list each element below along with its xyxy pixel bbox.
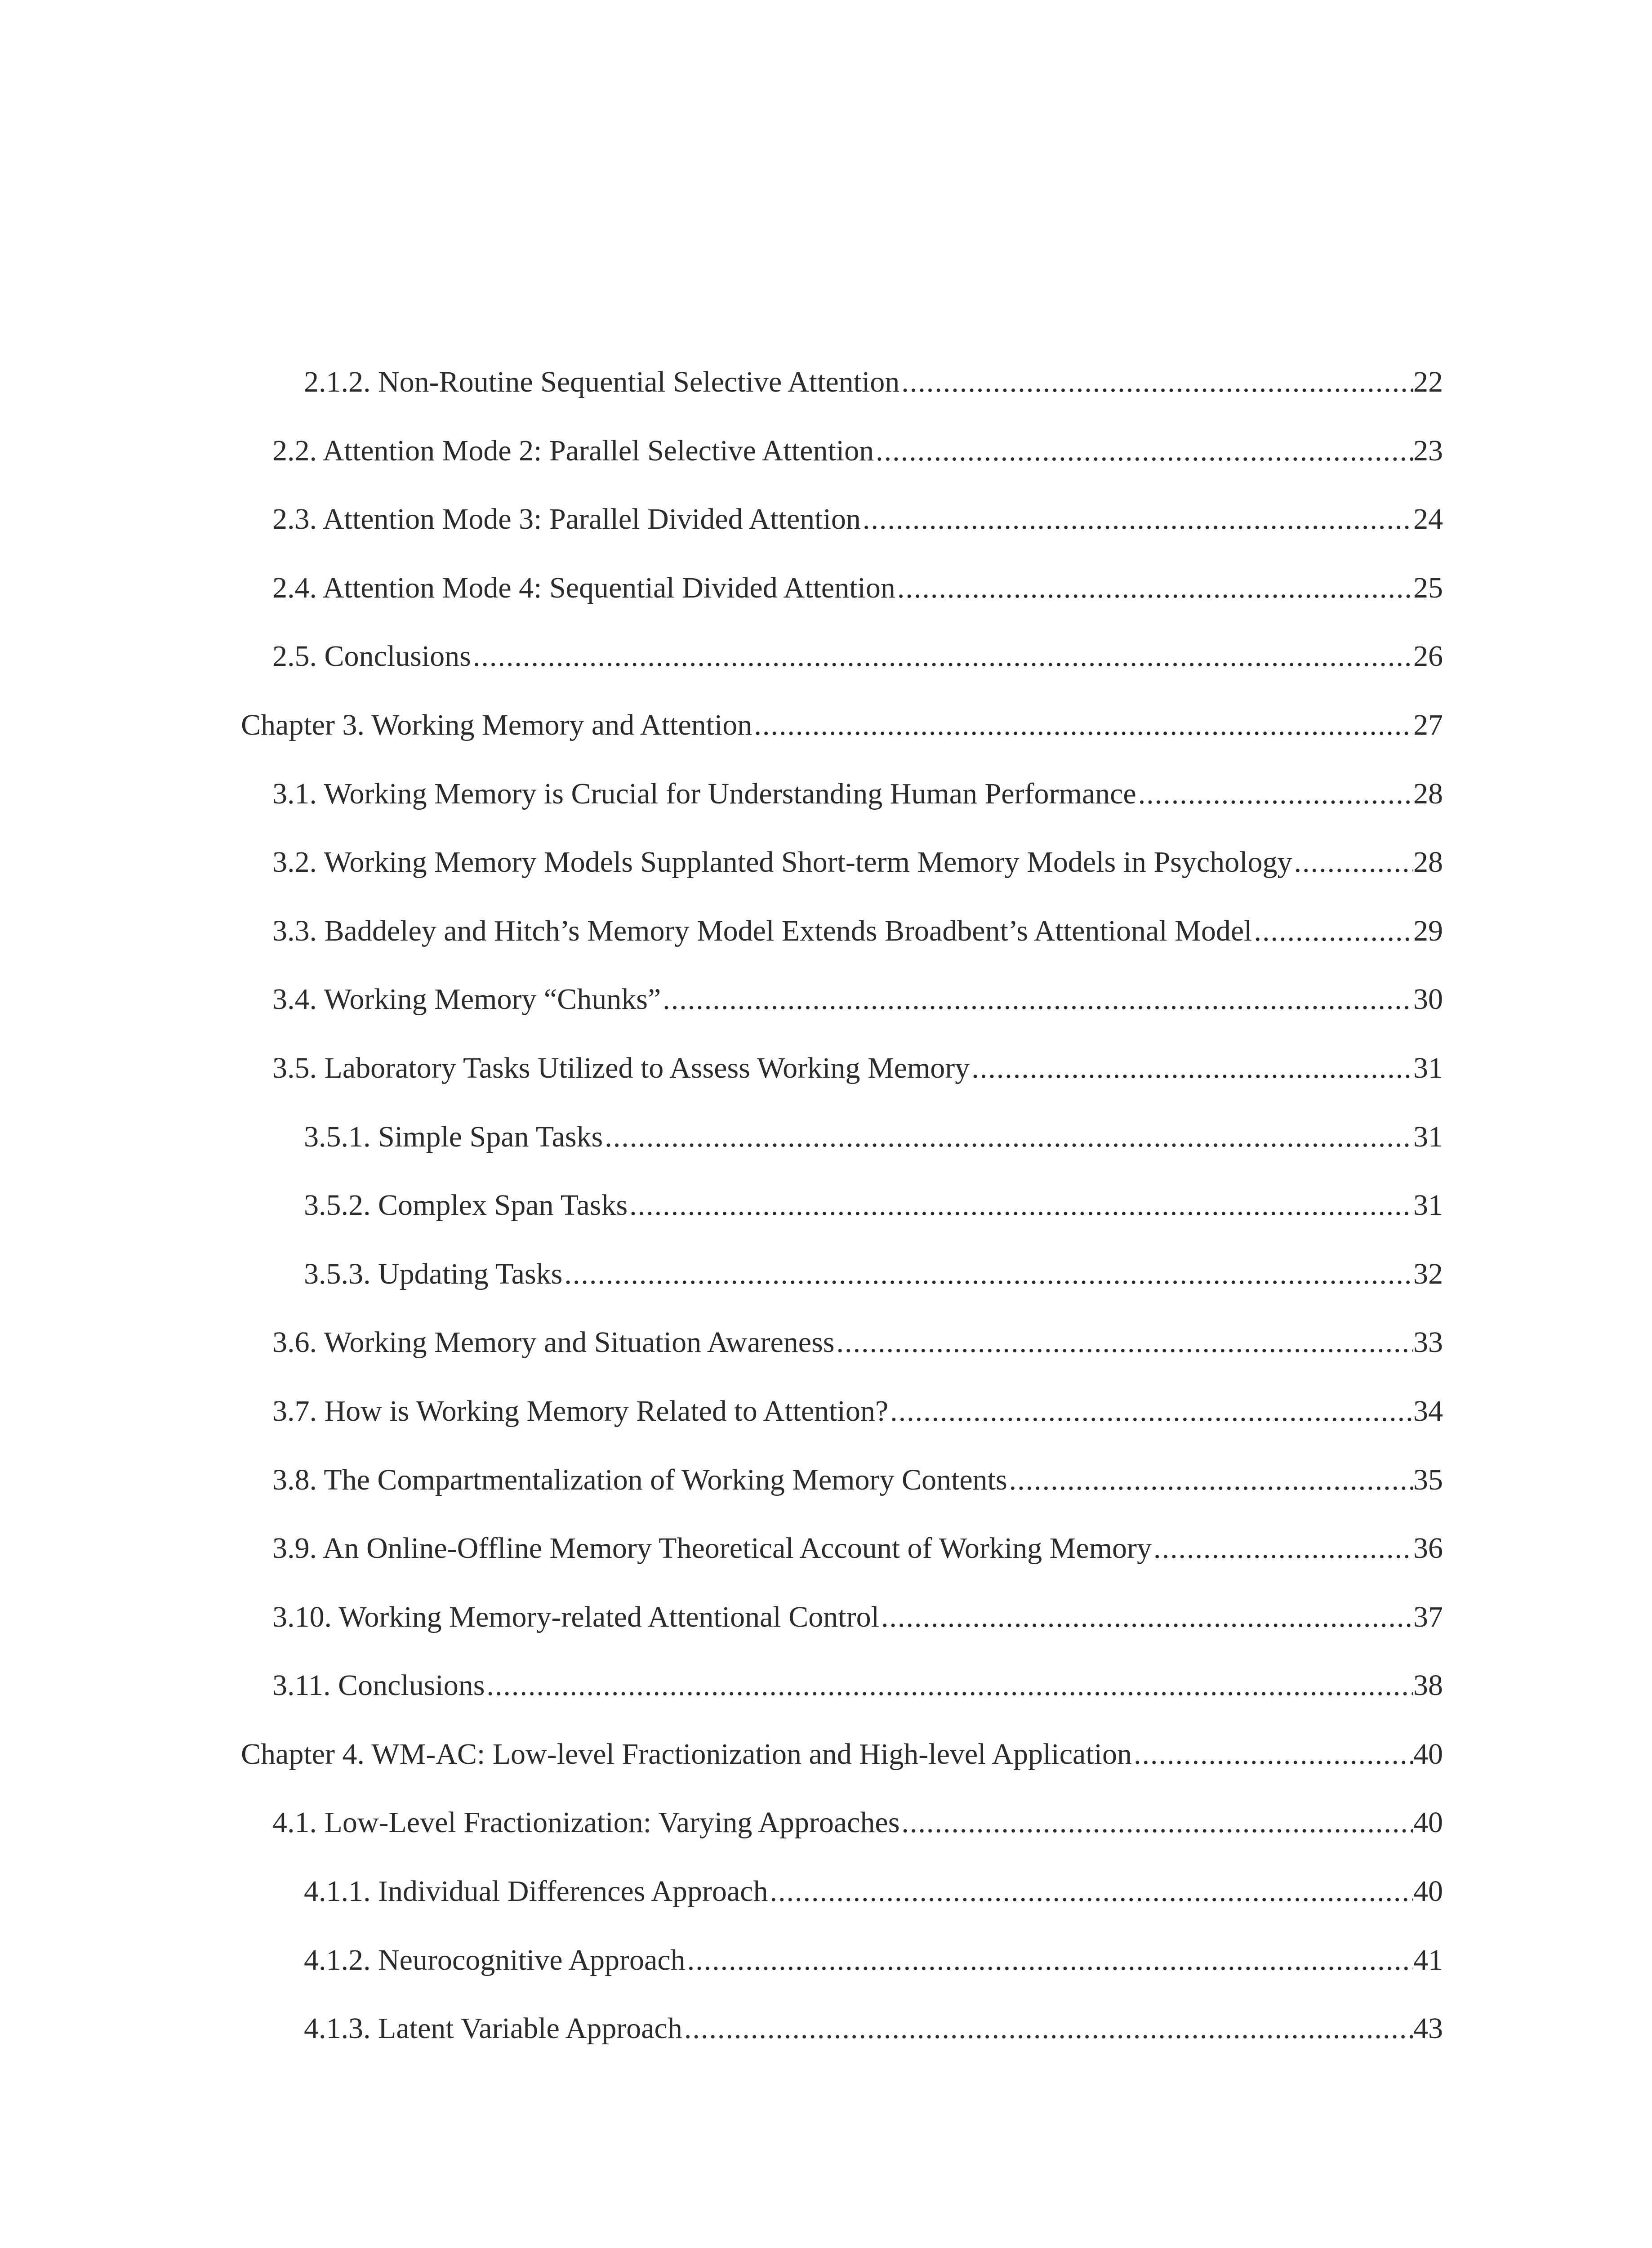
toc-entry[interactable] <box>241 570 1443 639</box>
toc-entry-title: 3.1. Working Memory is Crucial for Understanding Human Performance <box>272 777 1136 810</box>
toc-entry-title: 3.5.1. Simple Span Tasks <box>304 1120 603 1153</box>
toc-page-number: 27 <box>1413 708 1443 741</box>
toc-page-number: 23 <box>1413 434 1443 467</box>
toc-entry[interactable] <box>241 1736 1443 1805</box>
toc-entry[interactable] <box>241 1325 1443 1393</box>
toc-entry[interactable] <box>241 1119 1443 1188</box>
table-of-contents <box>241 364 1443 2079</box>
toc-entry[interactable] <box>241 501 1443 570</box>
toc-entry-title: Chapter 4. WM-AC: Low-level Fractionization and High-level Application <box>241 1737 1132 1771</box>
toc-dot-leader <box>863 501 1413 537</box>
toc-entry-title: 4.1.2. Neurocognitive Approach <box>304 1943 686 1976</box>
toc-entry-title: 3.10. Working Memory-related Attentional Control <box>272 1600 879 1633</box>
toc-entry[interactable] <box>241 1530 1443 1599</box>
toc-page-number: 28 <box>1413 846 1443 879</box>
toc-page-number: 25 <box>1413 571 1443 604</box>
toc-dot-leader <box>1009 1462 1413 1498</box>
toc-entry[interactable] <box>241 1050 1443 1119</box>
toc-entry[interactable] <box>241 1462 1443 1531</box>
toc-page-number: 36 <box>1413 1532 1443 1565</box>
toc-page-number: 31 <box>1413 1120 1443 1153</box>
toc-entry-title: 4.1.1. Individual Differences Approach <box>304 1875 768 1908</box>
toc-entry-title: 2.2. Attention Mode 2: Parallel Selective Attention <box>272 434 874 467</box>
toc-page-number: 33 <box>1413 1326 1443 1359</box>
toc-entry-title: 3.5. Laboratory Tasks Utilized to Assess Working Memory <box>272 1051 970 1084</box>
toc-page-number: 34 <box>1413 1394 1443 1427</box>
toc-entry[interactable] <box>241 1942 1443 2011</box>
toc-entry[interactable] <box>241 1805 1443 1873</box>
toc-entry-title: Chapter 3. Working Memory and Attention <box>241 708 753 741</box>
toc-entry-title: 3.2. Working Memory Models Supplanted Short-term Memory Models in Psychology <box>272 846 1292 879</box>
toc-page-number: 29 <box>1413 914 1443 947</box>
toc-entry[interactable] <box>241 707 1443 776</box>
toc-entry-title: 3.11. Conclusions <box>272 1669 485 1702</box>
toc-dot-leader <box>901 1805 1413 1841</box>
toc-page-number: 31 <box>1413 1189 1443 1222</box>
toc-entry[interactable] <box>241 638 1443 707</box>
toc-dot-leader <box>1254 913 1413 949</box>
toc-entry-title: 3.6. Working Memory and Situation Awareness <box>272 1326 835 1359</box>
toc-page-number: 41 <box>1413 1943 1443 1976</box>
toc-dot-leader <box>1294 844 1414 880</box>
toc-dot-leader <box>971 1050 1413 1086</box>
toc-page-number: 31 <box>1413 1051 1443 1084</box>
toc-dot-leader <box>1134 1736 1413 1772</box>
toc-entry[interactable] <box>241 913 1443 982</box>
toc-entry[interactable] <box>241 1668 1443 1736</box>
toc-dot-leader <box>770 1873 1413 1909</box>
toc-page-number: 28 <box>1413 777 1443 810</box>
toc-page-number: 40 <box>1413 1737 1443 1771</box>
toc-page-number: 32 <box>1413 1257 1443 1290</box>
toc-page-number: 38 <box>1413 1669 1443 1702</box>
toc-entry[interactable] <box>241 433 1443 502</box>
toc-dot-leader <box>486 1668 1413 1704</box>
toc-dot-leader <box>687 1942 1413 1978</box>
toc-page-number: 22 <box>1413 366 1443 398</box>
toc-entry-title: 3.3. Baddeley and Hitch’s Memory Model Extends Broadbent’s Attentional Model <box>272 914 1252 947</box>
toc-page-number: 37 <box>1413 1600 1443 1633</box>
toc-dot-leader <box>901 364 1413 400</box>
toc-entry-title: 2.5. Conclusions <box>272 640 471 673</box>
toc-dot-leader <box>890 1393 1413 1429</box>
toc-entry-title: 3.7. How is Working Memory Related to Attention? <box>272 1394 889 1427</box>
toc-dot-leader <box>605 1119 1413 1155</box>
toc-page-number: 24 <box>1413 503 1443 536</box>
toc-entry[interactable] <box>241 776 1443 845</box>
toc-page-number: 35 <box>1413 1463 1443 1496</box>
toc-entry[interactable] <box>241 2011 1443 2079</box>
toc-entry-title: 3.5.2. Complex Span Tasks <box>304 1189 628 1222</box>
toc-entry[interactable] <box>241 844 1443 913</box>
toc-entry-title: 3.5.3. Updating Tasks <box>304 1257 563 1290</box>
toc-entry-title: 2.3. Attention Mode 3: Parallel Divided Attention <box>272 503 861 536</box>
toc-dot-leader <box>564 1256 1413 1292</box>
toc-dot-leader <box>473 638 1413 674</box>
toc-entry-title: 3.9. An Online-Offline Memory Theoretical Account of Working Memory <box>272 1532 1152 1565</box>
toc-dot-leader <box>1153 1530 1413 1566</box>
toc-entry[interactable] <box>241 1393 1443 1462</box>
toc-entry[interactable] <box>241 1187 1443 1256</box>
toc-dot-leader <box>897 570 1413 606</box>
toc-dot-leader <box>663 981 1413 1017</box>
toc-entry[interactable] <box>241 1256 1443 1325</box>
toc-entry-title: 3.4. Working Memory “Chunks” <box>272 983 661 1016</box>
toc-entry-title: 4.1. Low-Level Fractionization: Varying Approaches <box>272 1806 900 1839</box>
toc-dot-leader <box>754 707 1413 743</box>
toc-entry[interactable] <box>241 1599 1443 1668</box>
toc-page-number: 43 <box>1413 2012 1443 2045</box>
toc-entry[interactable] <box>241 1873 1443 1942</box>
toc-dot-leader <box>629 1187 1413 1223</box>
toc-entry-title: 4.1.3. Latent Variable Approach <box>304 2012 682 2045</box>
toc-page-number: 26 <box>1413 640 1443 673</box>
toc-entry-title: 3.8. The Compartmentalization of Working Memory Contents <box>272 1463 1007 1496</box>
toc-dot-leader <box>1138 776 1413 812</box>
toc-page-number: 40 <box>1413 1875 1443 1908</box>
toc-page-number: 40 <box>1413 1806 1443 1839</box>
toc-dot-leader <box>876 433 1413 469</box>
toc-dot-leader <box>881 1599 1413 1635</box>
toc-entry[interactable] <box>241 981 1443 1050</box>
toc-entry-title: 2.1.2. Non-Routine Sequential Selective Attention <box>304 366 900 398</box>
toc-page-number: 30 <box>1413 983 1443 1016</box>
toc-dot-leader <box>836 1325 1413 1360</box>
toc-dot-leader <box>684 2011 1413 2047</box>
toc-entry-title: 2.4. Attention Mode 4: Sequential Divided Attention <box>272 571 895 604</box>
toc-entry[interactable] <box>241 364 1443 433</box>
